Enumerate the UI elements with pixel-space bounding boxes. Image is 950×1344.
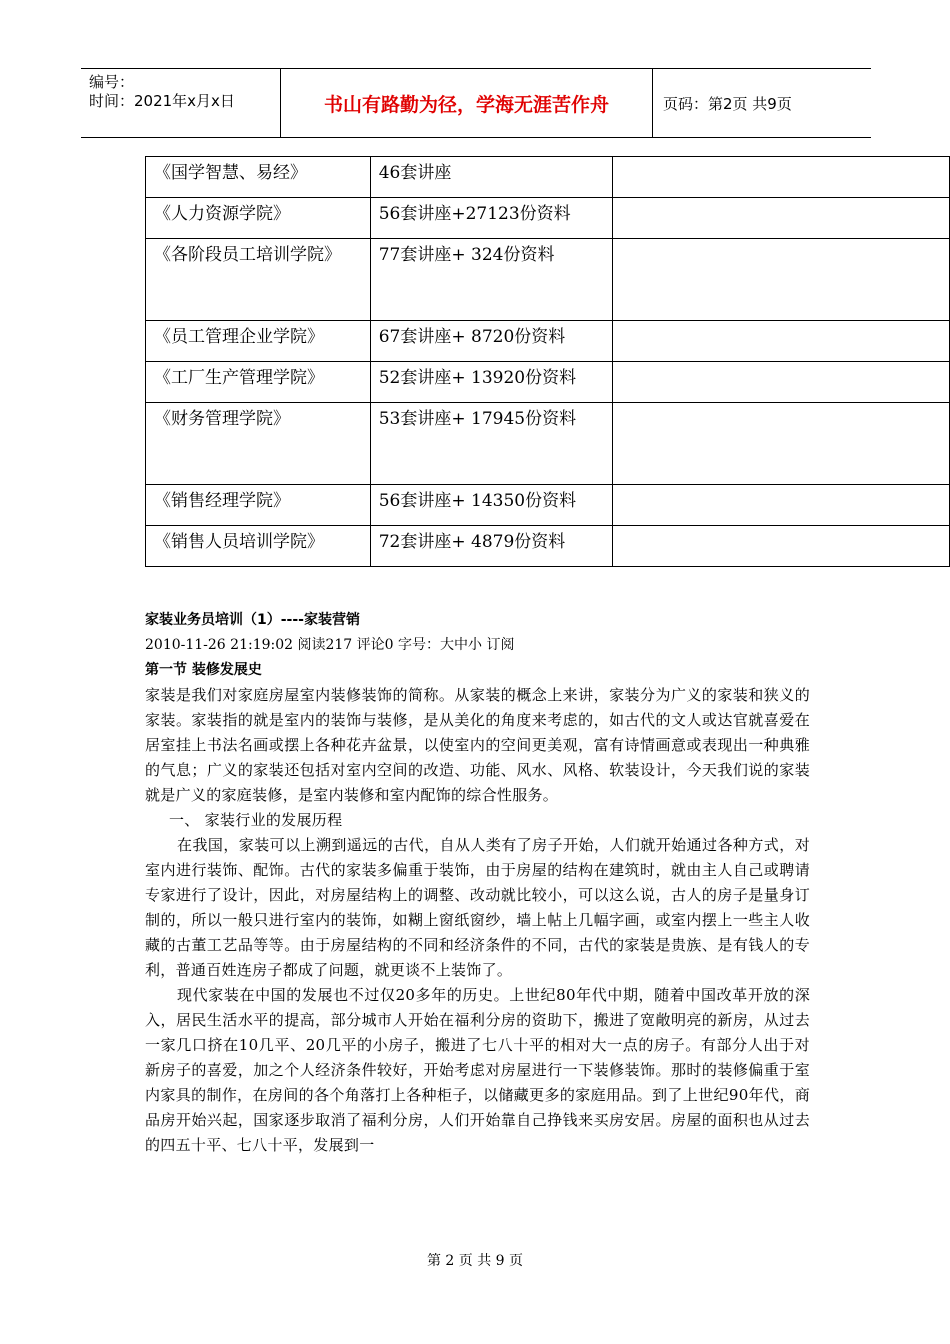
table-row xyxy=(146,526,950,567)
row-empty xyxy=(613,526,950,567)
resource-table xyxy=(145,156,950,567)
row-empty xyxy=(613,403,950,485)
table-row xyxy=(146,198,950,239)
article-meta: 2010-11-26 21:19:02 阅读217 评论0 字号：大中小 订阅 xyxy=(145,637,515,653)
row-name: 《各阶段员工培训学院》 xyxy=(146,239,371,321)
row-empty xyxy=(613,362,950,403)
row-name: 《财务管理学院》 xyxy=(146,403,371,485)
article xyxy=(145,608,810,1158)
header-info xyxy=(81,69,281,137)
row-name: 《人力资源学院》 xyxy=(146,198,371,239)
number-label: 编号： xyxy=(89,73,135,91)
paragraph: 现代家装在中国的发展也不过仅20多年的历史。上世纪80年代中期，随着中国改革开放的深入，居民生活水平的提高，部分城市人开始在福利分房的资助下，搬进了宽敞明亮的新房，从过去一家几口挤在10几平、20几平的小房子，搬进了七八十平的相对大一点的房子。有部分人出于对新房子的喜爱，加之个人经济条件较好，开始考虑对房屋进行一下装修装饰。那时的装修偏重于室内家具的制作，在房间的各个角落打上各种柜子，以储藏更多的家庭用品。到了上世纪90年代，商品房开始兴起，国家逐步取消了福利分房，人们开始靠自己挣钱来买房安居。房屋的面积也从过去的四五十平、七八十平，发展到一 xyxy=(145,986,810,1154)
header-page-label: 页码：第2页 共9页 xyxy=(663,94,792,113)
row-content: 52套讲座+ 13920份资料 xyxy=(370,362,613,403)
row-empty xyxy=(613,321,950,362)
table-row xyxy=(146,362,950,403)
table-row xyxy=(146,239,950,321)
date-label: 时间：2021年x月x日 xyxy=(89,92,235,110)
article-title[interactable]: 家装业务员培训（1）----家装营销 xyxy=(145,612,360,628)
row-content: 56套讲座+ 14350份资料 xyxy=(370,485,613,526)
row-content: 56套讲座+27123份资料 xyxy=(370,198,613,239)
row-name: 《国学智慧、易经》 xyxy=(146,157,371,198)
subheading: 一、 家装行业的发展历程 xyxy=(169,811,343,829)
row-name: 《工厂生产管理学院》 xyxy=(146,362,371,403)
page-footer: 第 2 页 共 9 页 xyxy=(426,1253,524,1269)
row-empty xyxy=(613,485,950,526)
row-name: 《销售人员培训学院》 xyxy=(146,526,371,567)
row-name: 《销售经理学院》 xyxy=(146,485,371,526)
article-body xyxy=(145,683,810,1158)
table-row xyxy=(146,485,950,526)
header-motto: 书山有路勤为径，学海无涯苦作舟 xyxy=(281,69,653,137)
paragraph: 家装是我们对家庭房屋室内装修装饰的简称。从家装的概念上来讲，家装分为广义的家装和狭义的家装。家装指的就是室内的装饰与装修，是从美化的角度来考虑的，如古代的文人或达官就喜爱在居室挂上书法名画或摆上各种花卉盆景，以使室内的空间更美观，富有诗情画意或表现出一种典雅的气息；广义的家装还包括对室内空间的改造、功能、风水、风格、软装设计，今天我们说的家装就是广义的家庭装修，是室内装修和室内配饰的综合性服务。 xyxy=(145,686,810,804)
paragraph: 在我国，家装可以上溯到遥远的古代，自从人类有了房子开始，人们就开始通过各种方式，对室内进行装饰、配饰。古代的家装多偏重于装饰，由于房屋的结构在建筑时，就由主人自己或聘请专家进行了设计，因此，对房屋结构上的调整、改动就比较小，可以这么说，古人的房子是量身订制的，所以一般只进行室内的装饰，如糊上窗纸窗纱，墙上帖上几幅字画，或室内摆上一些主人收藏的古董工艺品等等。由于房屋结构的不同和经济条件的不同，古代的家装是贵族、是有钱人的专利，普通百姓连房子都成了问题，就更谈不上装饰了。 xyxy=(145,836,810,979)
row-empty xyxy=(613,157,950,198)
row-empty xyxy=(613,198,950,239)
row-content: 53套讲座+ 17945份资料 xyxy=(370,403,613,485)
page-header xyxy=(81,68,871,138)
table-row xyxy=(146,321,950,362)
row-content: 77套讲座+ 324份资料 xyxy=(370,239,613,321)
row-name: 《员工管理企业学院》 xyxy=(146,321,371,362)
row-empty xyxy=(613,239,950,321)
table-row xyxy=(146,403,950,485)
section-title: 第一节 装修发展史 xyxy=(145,662,262,678)
table-row xyxy=(146,157,950,198)
row-content: 46套讲座 xyxy=(370,157,613,198)
row-content: 72套讲座+ 4879份资料 xyxy=(370,526,613,567)
row-content: 67套讲座+ 8720份资料 xyxy=(370,321,613,362)
